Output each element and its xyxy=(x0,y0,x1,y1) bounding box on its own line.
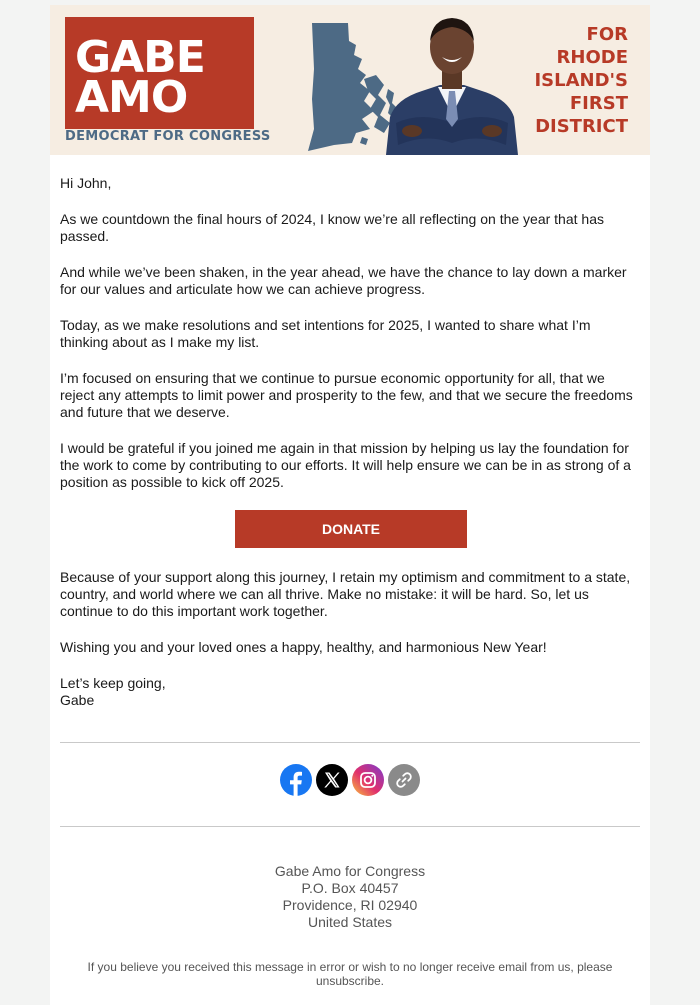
body-paragraph: I would be grateful if you joined me again in that mission by helping us lay the foundation for the work to come by contributing to our efforts. It will help ensure we can be in as strong of a position as possible to kick off 2025. xyxy=(60,440,631,490)
signoff: Let’s keep going, xyxy=(60,675,166,691)
donate-button-wrap xyxy=(60,510,642,548)
body-paragraph: Today, as we make resolutions and set intentions for 2025, I wanted to share what I’m thinking about as I make my list. xyxy=(60,317,591,350)
signature-block xyxy=(60,675,642,709)
donate-button[interactable]: DONATE xyxy=(235,510,467,548)
body-paragraph: Wishing you and your loved ones a happy, healthy, and harmonious New Year! xyxy=(60,639,547,655)
body-paragraph: Because of your support along this journey, I retain my optimism and commitment to a state, country, and world where we can all thrive. Make no mistake: it will be hard. So, let us continue to do this important work together. xyxy=(60,569,631,619)
district-line: DISTRICT xyxy=(535,116,628,137)
unsubscribe-link[interactable]: unsubscribe. xyxy=(315,974,385,988)
logo-last-name: AMO xyxy=(75,72,188,123)
divider xyxy=(60,742,640,743)
district-line: FOR xyxy=(586,24,628,45)
signature: Gabe xyxy=(60,692,95,708)
facebook-icon[interactable] xyxy=(280,764,312,796)
disclaimer-text: If you believe you received this message in error or wish to no longer receive email from us, please xyxy=(87,960,613,974)
district-line: RHODE xyxy=(556,47,628,68)
email-body xyxy=(60,175,642,709)
footer-disclaimer xyxy=(80,960,620,988)
body-paragraph: As we countdown the final hours of 2024, I know we’re all reflecting on the year that has passed. xyxy=(60,211,604,244)
email-container xyxy=(50,5,650,1005)
footer-org: Gabe Amo for Congress xyxy=(274,863,426,879)
logo-first-name: GABE xyxy=(75,32,205,83)
district-line: ISLAND'S xyxy=(534,70,628,91)
footer-address xyxy=(50,863,650,931)
link-icon[interactable] xyxy=(388,764,420,796)
instagram-icon[interactable] xyxy=(352,764,384,796)
greeting: Hi John, xyxy=(60,175,112,191)
social-links xyxy=(50,764,650,796)
footer-country: United States xyxy=(307,914,393,930)
x-icon[interactable] xyxy=(316,764,348,796)
body-paragraph: And while we’ve been shaken, in the year ahead, we have the chance to lay down a marker for our values and articulate how we can achieve progress. xyxy=(60,264,627,297)
logo-subtitle: DEMOCRAT FOR CONGRESS xyxy=(65,129,271,144)
campaign-logo xyxy=(65,17,254,129)
divider xyxy=(60,826,640,827)
header-banner xyxy=(50,5,650,155)
district-tagline xyxy=(534,23,628,138)
footer-address-line: Providence, RI 02940 xyxy=(282,897,418,913)
candidate-portrait xyxy=(382,5,522,155)
footer-address-line: P.O. Box 40457 xyxy=(301,880,399,896)
body-paragraph: I’m focused on ensuring that we continue to pursue economic opportunity for all, that we reject any attempts to limit power and prosperity to the few, and that we secure the freedoms and future that we deserve. xyxy=(60,370,633,420)
district-line: FIRST xyxy=(569,93,628,114)
